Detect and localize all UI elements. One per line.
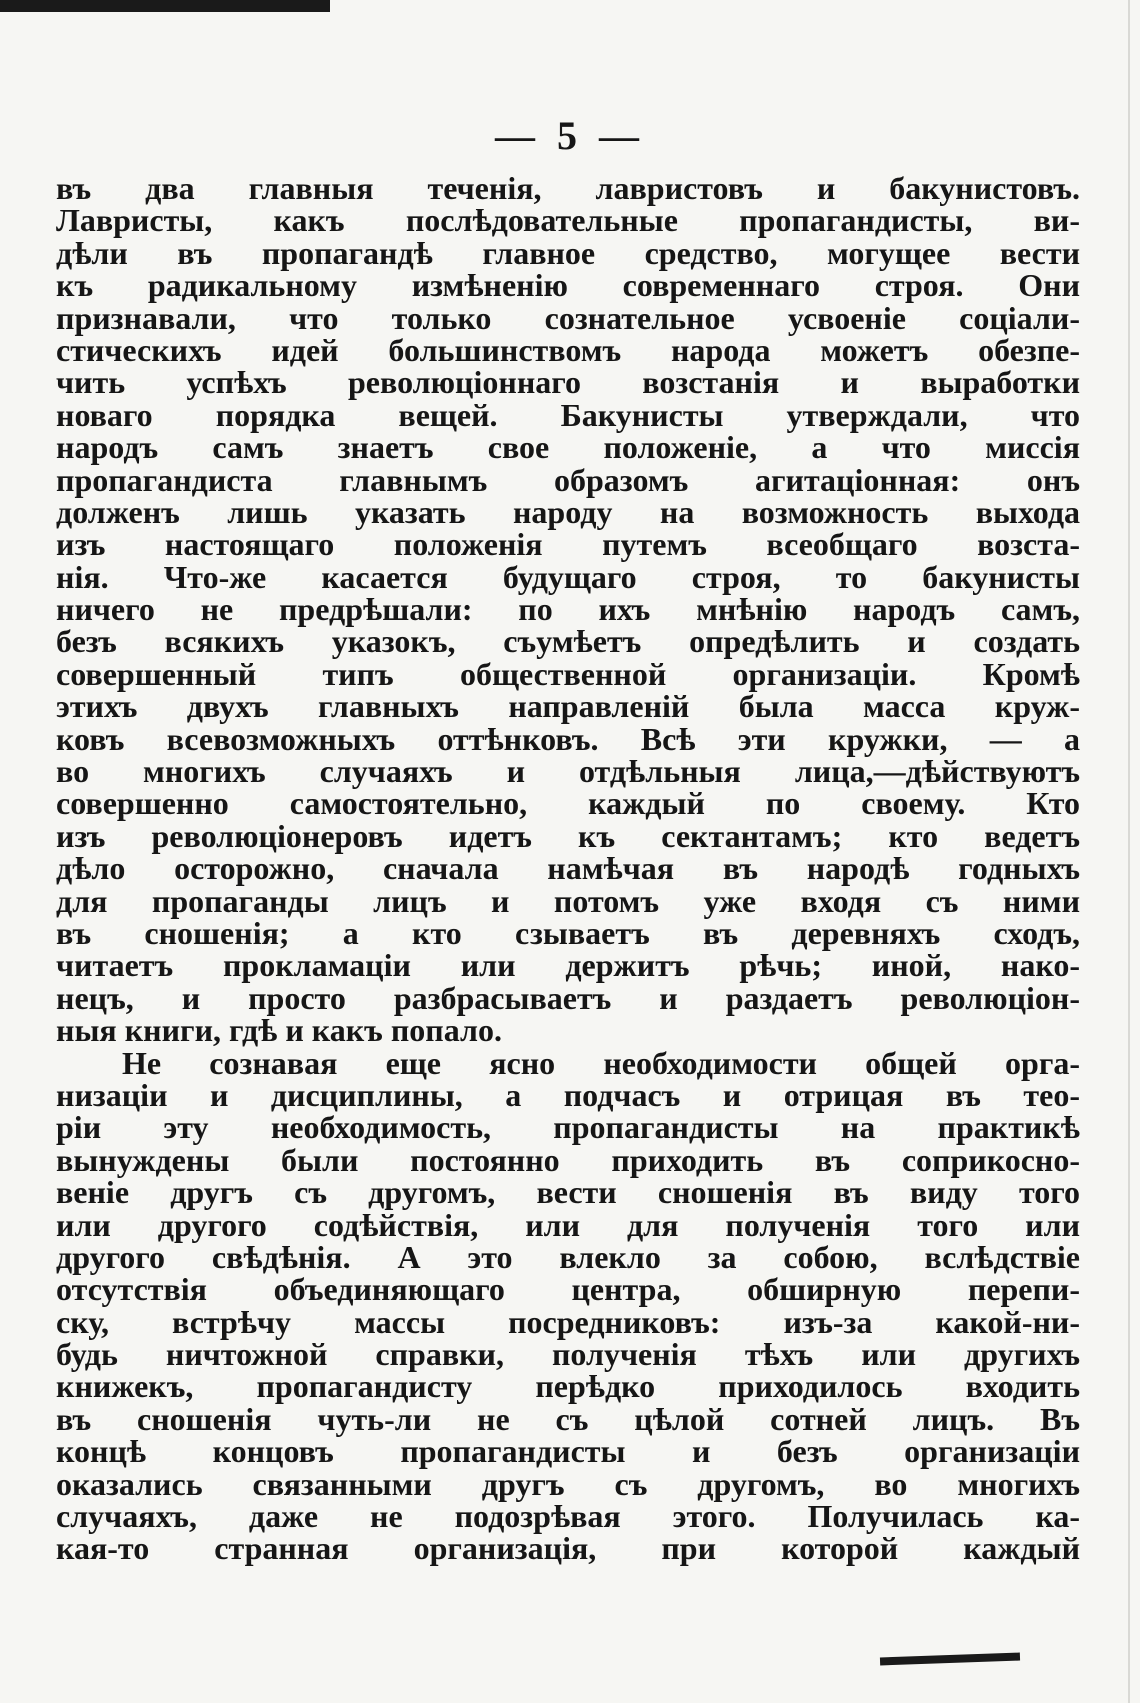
text-line: низаціи и дисциплины, а подчасъ и отрицая въ тео-	[56, 1076, 1080, 1113]
text-line: пропагандиста главнымъ образомъ агитаціонная: онъ	[56, 461, 1080, 498]
scan-page-edge	[1128, 0, 1130, 1703]
text-line: народъ самъ знаетъ свое положеніе, а что миссія	[56, 429, 1080, 466]
text-line: дѣло осторожно, сначала намѣчая въ народѣ годныхъ	[56, 850, 1080, 887]
text-line: къ радикальному измѣненію современнаго строя. Они	[56, 267, 1080, 304]
text-line: или другого содѣйствія, или для полученія того или	[56, 1206, 1080, 1243]
text-line: изъ настоящаго положенія путемъ всеобщаго возста-	[56, 526, 1080, 563]
text-line: оказались связанными другъ съ другомъ, во многихъ	[56, 1465, 1080, 1502]
text-line: будь ничтожной справки, полученія тѣхъ или другихъ	[56, 1336, 1080, 1373]
text-line: нецъ, и просто разбрасываетъ и раздаетъ революціон-	[56, 979, 1080, 1016]
text-line: признавали, что только сознательное усвоеніе соціали-	[56, 299, 1080, 336]
text-line: ску, встрѣчу массы посредниковъ: изъ-за какой-ни-	[56, 1303, 1080, 1340]
text-line: читаетъ прокламаціи или держитъ рѣчь; иной, нако-	[56, 947, 1080, 984]
text-line: вынуждены были постоянно приходить въ соприкосно-	[56, 1141, 1080, 1178]
text-line: стическихъ идей большинствомъ народа можетъ обезпе-	[56, 331, 1080, 368]
text-line: новаго порядка вещей. Бакунисты утверждали, что	[56, 396, 1080, 433]
text-line: книжекъ, пропагандисту перѣдко приходилось входить	[56, 1368, 1080, 1405]
text-line: чить успѣхъ революціоннаго возстанія и выработки	[56, 364, 1080, 401]
text-line: Лавристы, какъ послѣдовательные пропагандисты, ви-	[56, 202, 1080, 239]
text-line: кая-то странная организація, при которой каждый	[56, 1530, 1080, 1567]
page-number: — 5 —	[495, 113, 645, 158]
text-line: совершенный типъ общественной организаціи. Кромѣ	[56, 655, 1080, 692]
text-line: другого свѣдѣнія. А это влекло за собою, вслѣдствіе	[56, 1238, 1080, 1275]
text-line: для пропаганды лицъ и потомъ уже входя съ ними	[56, 882, 1080, 919]
text-line: ничего не предрѣшали: по ихъ мнѣнію народъ самъ,	[56, 591, 1080, 628]
text-line: отсутствія объединяющаго центра, обширную перепи-	[56, 1271, 1080, 1308]
text-line-paragraph-start: Не сознавая еще ясно необходимости общей орга-	[122, 1044, 1080, 1081]
text-line: дѣли въ пропагандѣ главное средство, могущее вести	[56, 234, 1080, 271]
text-line: въ сношенія; а кто сзываетъ въ деревняхъ сходъ,	[56, 914, 1080, 951]
text-line-paragraph-end: ныя книги, гдѣ и какъ попало.	[56, 1012, 502, 1049]
text-line: въ сношенія чуть-ли не съ цѣлой сотней лицъ. Въ	[56, 1400, 1080, 1437]
text-line: ріи эту необходимость, пропагандисты на практикѣ	[56, 1109, 1080, 1146]
text-line: нія. Что-же касается будущаго строя, то бакунисты	[56, 558, 1080, 595]
scan-edge-mark-bottom	[880, 1653, 1020, 1666]
text-line: этихъ двухъ главныхъ направленій была масса круж-	[56, 688, 1080, 725]
body-text	[56, 172, 1080, 1565]
text-line: въ два главныя теченія, лавристовъ и бакунистовъ.	[56, 170, 1080, 206]
text-line: случаяхъ, даже не подозрѣвая этого. Получилась ка-	[56, 1498, 1080, 1535]
text-line: изъ революціонеровъ идетъ къ сектантамъ; кто ведетъ	[56, 817, 1080, 854]
text-line: ковъ всевозможныхъ оттѣнковъ. Всѣ эти кружки, — а	[56, 720, 1080, 757]
text-line: долженъ лишь указать народу на возможность выхода	[56, 493, 1080, 530]
text-line: концѣ концовъ пропагандисты и безъ организаціи	[56, 1433, 1080, 1470]
text-line: во многихъ случаяхъ и отдѣльныя лица,—дѣйствуютъ	[56, 753, 1080, 790]
text-line: веніе другъ съ другомъ, вести сношенія въ виду того	[56, 1174, 1080, 1211]
scan-edge-mark-top	[0, 0, 330, 12]
text-line: безъ всякихъ указокъ, съумѣетъ опредѣлить и создать	[56, 623, 1080, 660]
text-line: совершенно самостоятельно, каждый по своему. Кто	[56, 785, 1080, 822]
